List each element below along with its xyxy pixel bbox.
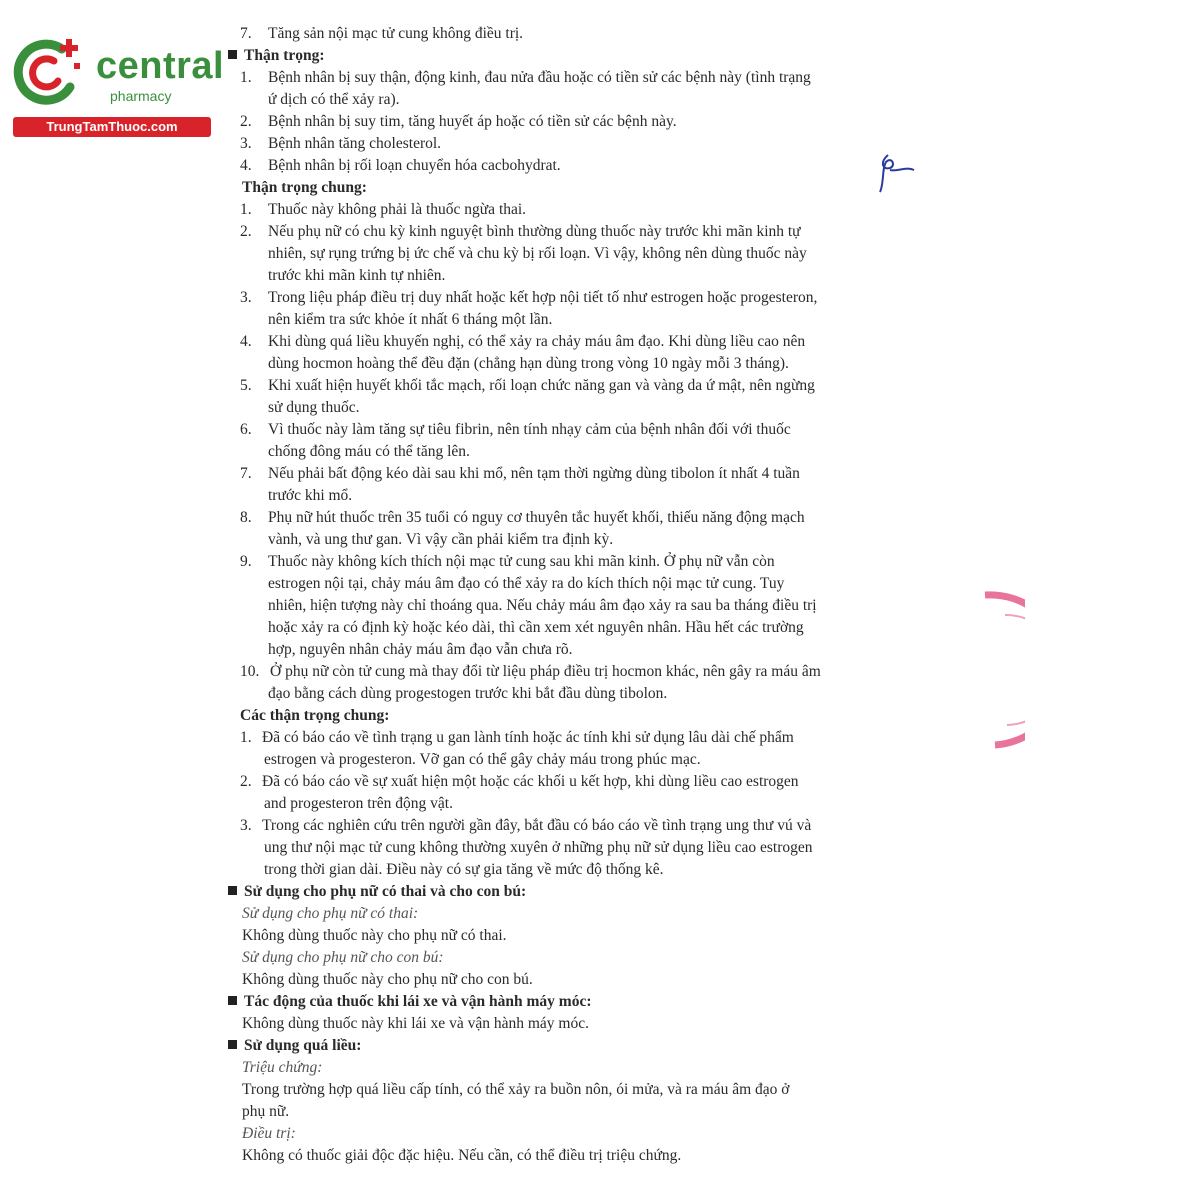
list-item: 2. Nếu phụ nữ có chu kỳ kinh nguyệt bình thường dùng thuốc này trước khi mãn kinh tự [240,223,801,240]
section-heading-driving: Tác động của thuốc khi lái xe và vận hành máy móc: [228,991,592,1013]
list-item-continuation: chống đông máu có thể tăng lên. [268,443,470,460]
subheading: Triệu chứng: [242,1059,323,1076]
list-item-continuation: nhiên, hiện tượng này chỉ thoáng qua. Nếu chảy máu âm đạo xảy ra sau ba tháng điều trị [268,597,817,614]
list-item: 4. Khi dùng quá liều khuyến nghị, có thể xảy ra chảy máu âm đạo. Khi dùng liều cao nên [240,333,806,350]
list-item-continuation: nhiên, sự rụng trứng bị ức chế và chu kỳ bị rối loạn. Vì vậy, không nên dùng thuốc này [268,245,807,262]
list-item: 2. Đã có báo cáo về sự xuất hiện một hoặc các khối u kết hợp, khi dùng liều cao estrogen [240,773,799,790]
list-item: 1. Thuốc này không phải là thuốc ngừa thai. [240,201,527,218]
subheading: Sử dụng cho phụ nữ có thai: [242,905,419,922]
list-item-continuation: trước khi mãn kinh tự nhiên. [268,267,446,284]
brand-subtitle: pharmacy [110,88,172,104]
list-item-continuation: estrogen và progesteron. Vỡ gan có thể gây chảy máu trong phúc mạc. [264,751,701,768]
subheading: Sử dụng cho phụ nữ cho con bú: [242,949,444,966]
bullet-square-icon [228,1040,237,1049]
list-item: 10. Ở phụ nữ còn tử cung mà thay đổi từ liệu pháp điều trị hocmon khác, nên gây ra máu âm [240,663,821,680]
pharmacy-logo [10,35,225,140]
list-item-continuation: ung thư nội mạc tử cung không thường xuyên ở những phụ nữ sử dụng liều cao estrogen [264,839,813,856]
list-item-continuation: sử dụng thuốc. [268,399,360,416]
list-item-continuation: ứ dịch có thể xảy ra). [268,91,400,108]
list-item-continuation: vành, và ung thư gan. Vì vậy cần phải kiểm tra định kỳ. [268,531,614,548]
list-item: 5. Khi xuất hiện huyết khối tắc mạch, rối loạn chức năng gan và vàng da ứ mật, nên ngừng [240,377,815,394]
list-item: 1. Bệnh nhân bị suy thận, động kinh, đau nửa đầu hoặc có tiền sử các bệnh này (tình trạng [240,69,811,86]
list-item-continuation: trong thời gian dài. Điều này có sự gia tăng về mức độ thống kê. [264,861,664,878]
list-item: 7. Nếu phải bất động kéo dài sau khi mổ, nên tạm thời ngừng dùng tibolon ít nhất 4 tuần [240,465,800,482]
list-item: 1. Đã có báo cáo về tình trạng u gan lành tính hoặc ác tính khi sử dụng lâu dài chế phẩm [240,729,794,746]
brand-url[interactable]: TrungTamThuoc.com [13,117,211,137]
paragraph: Trong trường hợp quá liều cấp tính, có thể xảy ra buồn nôn, ói mửa, và ra máu âm đạo ở [242,1081,790,1098]
list-item-continuation: đạo bằng cách dùng progestogen trước khi bắt đầu dùng tibolon. [268,685,668,702]
section-heading-cac-than-trong-chung: Các thận trọng chung: [240,707,390,724]
section-heading-than-trong: Thận trọng: [228,45,325,67]
paragraph: Không dùng thuốc này cho phụ nữ cho con bú. [242,971,533,988]
paragraph: Không dùng thuốc này cho phụ nữ có thai. [242,927,507,944]
paragraph: phụ nữ. [242,1103,290,1120]
signature-icon [870,150,920,195]
section-heading-than-trong-chung: Thận trọng chung: [242,179,367,196]
brand-name: central [96,45,225,87]
bullet-square-icon [228,996,237,1005]
list-item-continuation: hoặc xảy ra có định kỳ hoặc kéo dài, thì cần xem xét nguyên nhân. Hầu hết các trường [268,619,804,636]
bullet-square-icon [228,50,237,59]
paragraph: Không dùng thuốc này khi lái xe và vận hành máy móc. [242,1015,589,1032]
list-item: 7. Tăng sản nội mạc tử cung không điều trị. [240,25,524,42]
list-item-continuation: hợp, nguyên nhân chảy máu âm đạo vẫn chưa rõ. [268,641,573,658]
list-item-continuation: trước khi mổ. [268,487,353,504]
list-item: 9. Thuốc này không kích thích nội mạc tử cung sau khi mãn kinh. Ở phụ nữ vẫn còn [240,553,775,570]
list-item: 2. Bệnh nhân bị suy tim, tăng huyết áp hoặc có tiền sử các bệnh này. [240,113,677,130]
red-stamp-icon [955,585,1025,755]
list-item: 3. Trong các nghiên cứu trên người gần đây, bắt đầu có báo cáo về tình trạng ung thư vú và [240,817,812,834]
section-heading-pregnancy: Sử dụng cho phụ nữ có thai và cho con bú: [228,881,526,903]
paragraph: Không có thuốc giải độc đặc hiệu. Nếu cần, có thể điều trị triệu chứng. [242,1147,682,1164]
subheading: Điều trị: [242,1125,296,1142]
list-item: 6. Vì thuốc này làm tăng sự tiêu fibrin, nên tính nhạy cảm của bệnh nhân đối với thuốc [240,421,791,438]
list-item-continuation: dùng hocmon hoàng thể đều đặn (chẳng hạn dùng trong vòng 10 ngày mỗi 3 tháng). [268,355,789,372]
bullet-square-icon [228,886,237,895]
list-item: 3. Trong liệu pháp điều trị duy nhất hoặc kết hợp nội tiết tố như estrogen hoặc progesteron, [240,289,818,306]
list-item-continuation: estrogen nội tại, chảy máu âm đạo có thể xảy ra do kích thích nội mạc tử cung. Tuy [268,575,785,592]
list-item-continuation: and progesteron trên động vật. [264,795,453,812]
list-item: 8. Phụ nữ hút thuốc trên 35 tuổi có nguy cơ thuyên tắc huyết khối, thiếu năng động mạch [240,509,805,526]
section-heading-overdose: Sử dụng quá liều: [228,1035,361,1057]
list-item-continuation: nên kiểm tra sức khỏe ít nhất 6 tháng một lần. [268,311,553,328]
list-item: 4. Bệnh nhân bị rối loạn chuyển hóa cacbohydrat. [240,157,561,174]
central-pharmacy-logo-icon [10,35,88,113]
list-item: 3. Bệnh nhân tăng cholesterol. [240,135,442,152]
